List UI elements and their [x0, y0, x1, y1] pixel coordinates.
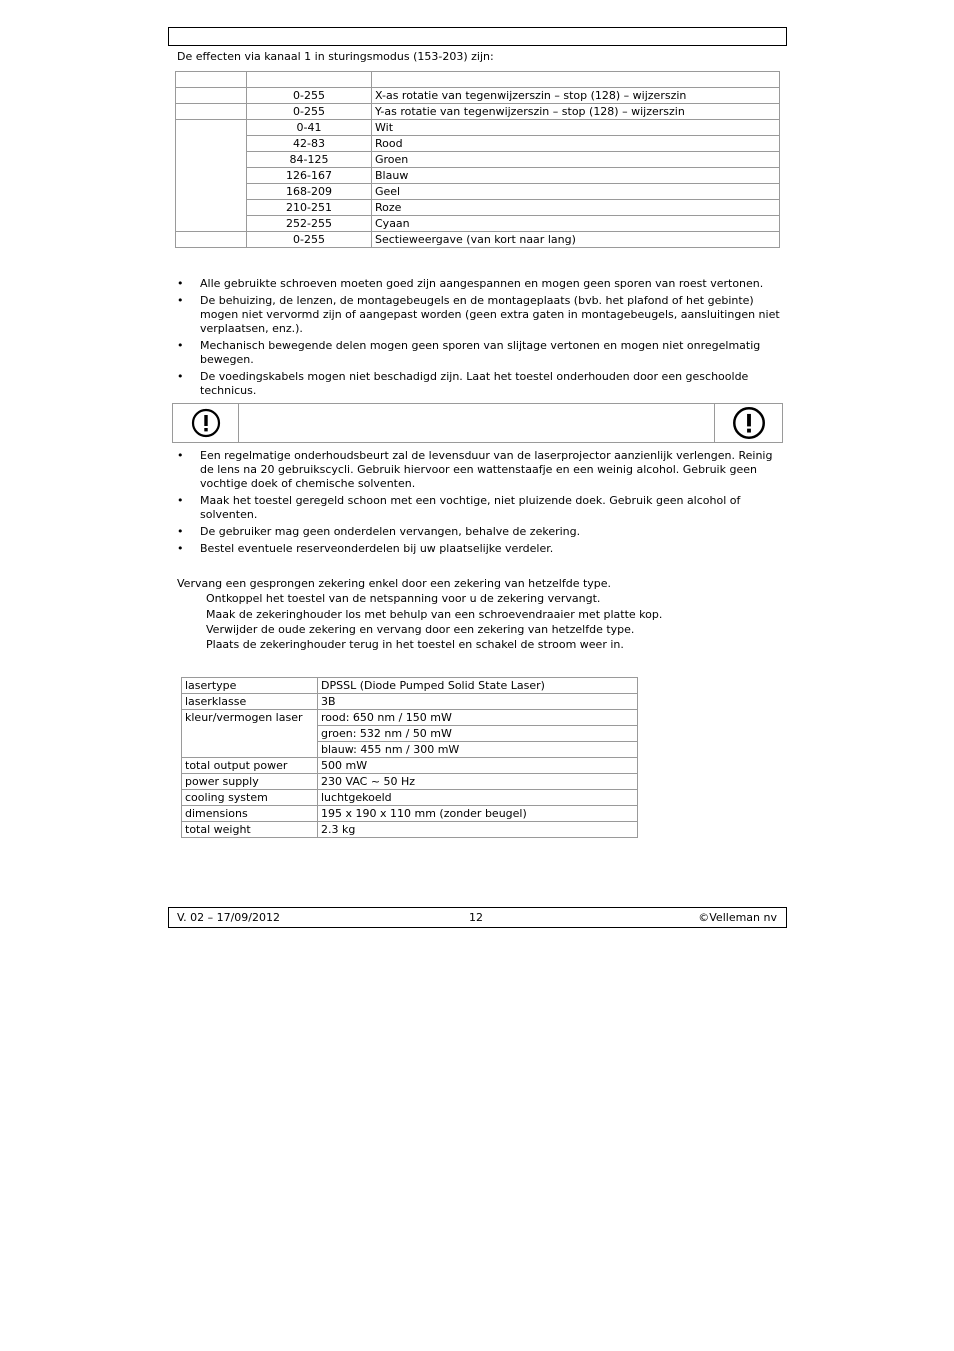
dmx-range: 252-255: [247, 216, 372, 232]
table-row: [176, 88, 780, 104]
dmx-effect: Groen: [372, 152, 780, 168]
table-header-row: [176, 72, 780, 88]
dmx-range: 84-125: [247, 152, 372, 168]
spec-value: luchtgekoeld: [318, 790, 638, 806]
header-bar: [168, 27, 787, 46]
dmx-effect: Roze: [372, 200, 780, 216]
dmx-effect: Blauw: [372, 168, 780, 184]
table-row: [182, 678, 638, 694]
fuse-step: Ontkoppel het toestel van de netspanning voor u de zekering vervangt.: [206, 592, 601, 606]
table-row: [182, 822, 638, 838]
fuse-intro: Vervang een gesprongen zekering enkel door een zekering van hetzelfde type.: [177, 577, 612, 590]
list-item: • Mechanisch bewegende delen mogen geen sporen van slijtage vertonen en mogen niet onregelmatig bewegen.: [177, 339, 782, 367]
fuse-instructions: [177, 576, 662, 652]
dmx-intro: De effecten via kanaal 1 in sturingsmodus (153-203) zijn:: [177, 50, 494, 63]
fuse-step: Verwijder de oude zekering en vervang door een zekering van hetzelfde type.: [206, 622, 635, 636]
exclamation-circle-icon: [732, 406, 766, 440]
dmx-effect: X-as rotatie van tegenwijzerszin – stop (128) – wijzerszin: [372, 88, 780, 104]
spec-key: kleur/vermogen laser: [182, 710, 318, 758]
dmx-effect: Sectieweergave (van kort naar lang): [372, 232, 780, 248]
table-row: [182, 710, 638, 726]
table-row: [182, 806, 638, 822]
care-list: [177, 449, 782, 559]
spec-value: 500 mW: [318, 758, 638, 774]
table-row: [176, 120, 780, 136]
spec-key: laserklasse: [182, 694, 318, 710]
spec-value: groen: 532 nm / 50 mW: [318, 726, 638, 742]
spec-table: [181, 677, 638, 838]
spec-value: 195 x 190 x 110 mm (zonder beugel): [318, 806, 638, 822]
spec-value: blauw: 455 nm / 300 mW: [318, 742, 638, 758]
warning-box: [172, 403, 783, 443]
footer: [168, 907, 787, 928]
fuse-step: Maak de zekeringhouder los met behulp van een schroevendraaier met platte kop.: [206, 607, 663, 621]
footer-copyright: ©Velleman nv: [698, 911, 777, 924]
dmx-effect: Y-as rotatie van tegenwijzerszin – stop (128) – wijzerszin: [372, 104, 780, 120]
spec-key: cooling system: [182, 790, 318, 806]
table-row: [182, 774, 638, 790]
spec-value: rood: 650 nm / 150 mW: [318, 710, 638, 726]
dmx-effects-table: [175, 71, 780, 248]
table-row: [182, 790, 638, 806]
dmx-range: 126-167: [247, 168, 372, 184]
list-item: • Alle gebruikte schroeven moeten goed zijn aangespannen en mogen geen sporen van roest vertonen.: [177, 277, 782, 291]
table-row: [182, 758, 638, 774]
list-item: • De voedingskabels mogen niet beschadigd zijn. Laat het toestel onderhouden door een geschoolde technicus.: [177, 370, 782, 398]
dmx-range: 210-251: [247, 200, 372, 216]
table-row: [176, 232, 780, 248]
footer-version: V. 02 – 17/09/2012: [177, 911, 280, 924]
table-row: [176, 152, 780, 168]
maintenance-list: [177, 277, 782, 401]
dmx-range: 0-255: [247, 232, 372, 248]
table-row: [176, 104, 780, 120]
exclamation-circle-icon: [191, 408, 221, 438]
fuse-step: Plaats de zekeringhouder terug in het toestel en schakel de stroom weer in.: [206, 638, 624, 652]
table-row: [176, 200, 780, 216]
list-item: • Bestel eventuele reserveonderdelen bij uw plaatselijke verdeler.: [177, 542, 782, 556]
table-row: [182, 694, 638, 710]
spec-key: total weight: [182, 822, 318, 838]
dmx-range: 168-209: [247, 184, 372, 200]
table-row: [176, 136, 780, 152]
table-row: [176, 216, 780, 232]
dmx-range: 0-255: [247, 104, 372, 120]
dmx-effect: Geel: [372, 184, 780, 200]
dmx-effect: Cyaan: [372, 216, 780, 232]
list-item: • De gebruiker mag geen onderdelen vervangen, behalve de zekering.: [177, 525, 782, 539]
spec-key: lasertype: [182, 678, 318, 694]
dmx-range: 0-255: [247, 88, 372, 104]
footer-page-number: 12: [469, 911, 483, 924]
spec-value: 3B: [318, 694, 638, 710]
spec-value: 2.3 kg: [318, 822, 638, 838]
dmx-range: 0-41: [247, 120, 372, 136]
spec-key: power supply: [182, 774, 318, 790]
spec-value: DPSSL (Diode Pumped Solid State Laser): [318, 678, 638, 694]
spec-key: total output power: [182, 758, 318, 774]
table-row: [176, 168, 780, 184]
spec-value: 230 VAC ~ 50 Hz: [318, 774, 638, 790]
spec-key: dimensions: [182, 806, 318, 822]
dmx-effect: Rood: [372, 136, 780, 152]
dmx-range: 42-83: [247, 136, 372, 152]
table-row: [176, 184, 780, 200]
list-item: • Een regelmatige onderhoudsbeurt zal de levensduur van de laserprojector aanzienlijk verlengen. Reinig de lens na 20 gebruikscycli. Gebruik hiervoor een wattenstaafje en een weinig alcohol. Gebruik geen vochtige doek of chemische solventen.: [177, 449, 782, 491]
dmx-effect: Wit: [372, 120, 780, 136]
list-item: • Maak het toestel geregeld schoon met een vochtige, niet pluizende doek. Gebruik geen alcohol of solventen.: [177, 494, 782, 522]
list-item: • De behuizing, de lenzen, de montagebeugels en de montageplaats (bvb. het plafond of het gebinte) mogen niet vervormd zijn of aangepast worden (geen extra gaten in montagebeugels, aansluitingen niet verplaatsen, enz.).: [177, 294, 782, 336]
